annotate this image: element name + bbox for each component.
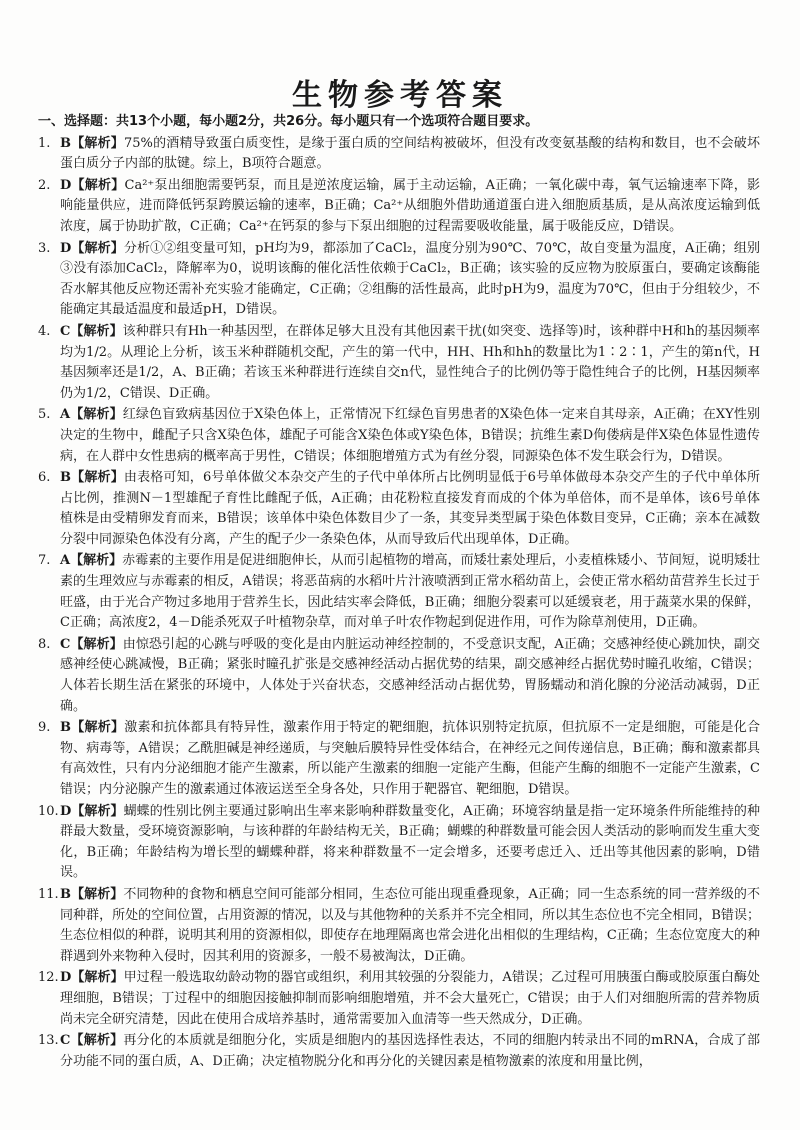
answer-item [38, 968, 760, 1030]
item-number: 11. [38, 886, 59, 902]
analysis-tag: 【解析】 [71, 970, 124, 986]
section-heading: 一、选择题：共13个小题，每小题2分，共26分。每小题只有一个选项符合题目要求。 [38, 114, 539, 129]
item-explanation: 75%的酒精导致蛋白质变性，是缘于蛋白质的空间结构被破坏，但没有改变氨基酸的结构和数目，也不会破坏蛋白质分子内部的肽键。综上，B项符合题意。 [60, 135, 760, 172]
analysis-tag: 【解析】 [71, 470, 124, 486]
answer-content [38, 112, 760, 1073]
item-explanation: 蝴蝶的性别比例主要通过影响出生率来影响种群数量变化，A正确；环境容纳量是指一定环境条件所能维持的种群最大数量，受环境资源影响，与该种群的年龄结构无关，B正确；蝴蝶的种群数量可能会因人类活动的影响而发生重大变化，B正确；年龄结构为增长型的蝴蝶种群，将来种群数量不一定会增多，还要考虑迁入、迁出等其他因素的影响，D错误。 [60, 803, 760, 881]
item-answer: C [60, 1033, 71, 1049]
item-number: 13. [38, 1033, 59, 1049]
item-body [60, 405, 760, 467]
item-answer: D [60, 177, 72, 193]
answer-item [38, 718, 760, 800]
item-body [60, 322, 760, 404]
answer-item [38, 885, 760, 967]
item-explanation: 赤霉素的主要作用是促进细胞伸长，从而引起植物的增高，而矮壮素处理后，小麦植株矮小、节间短，说明矮壮素的生理效应与赤霉素的相反，A错误；将恶苗病的水稻叶片汁液喷洒到正常水稻幼苗上，会使正常水稻幼苗营养生长过于旺盛，由于光合产物过多地用于营养生长，因此结实率会降低，B正确；细胞分裂素可以延缓衰老，用于蔬菜水果的保鲜，C正确；高浓度2，4－D能杀死双子叶植物杂草，而对单子叶农作物起到促进作用，可作为除草剂使用，D正确。 [60, 553, 760, 631]
item-answer: B [60, 720, 71, 736]
analysis-tag: 【解析】 [70, 407, 123, 423]
analysis-tag: 【解析】 [71, 886, 124, 902]
item-number: 7. [38, 553, 51, 569]
analysis-tag: 【解析】 [70, 636, 123, 652]
analysis-tag: 【解析】 [70, 323, 123, 339]
page-title: 生物参考答案 [292, 78, 508, 113]
item-answer: B [60, 470, 71, 486]
answer-item [38, 468, 760, 550]
item-explanation: Ca²⁺泵出细胞需要钙泵，而且是逆浓度运输，属于主动运输，A正确；一氧化碳中毒，氧气运输速率下降，影响能量供应，进而降低钙泵跨膜运输的速率，B正确；Ca²⁺从细胞外借助通道蛋白进入细胞质基质，是从高浓度运输到低浓度，属于协助扩散，C正确；Ca²⁺在钙泵的参与下泵出细胞的过程需要吸收能量，属于吸能反应，D错误。 [60, 177, 760, 234]
item-explanation: 由表格可知，6号单体做父本杂交产生的子代中单体所占比例明显低于6号单体做母本杂交产生的子代中单体所占比例，推测N－1型雄配子育性比雌配子低，A正确；由花粉粒直接发育而成的个体为单倍体，而不是单体，该6号单体植株是由受精卵发育而来，B错误；该单体中染色体数目少了一条，其变异类型属于染色体数目变异，C正确；亲本在减数分裂中同源染色体没有分离，产生的配子少一条染色体，从而导致后代出现单体，D正确。 [60, 470, 760, 547]
item-explanation: 甲过程一般选取幼龄动物的器官或组织，利用其较强的分裂能力，A错误；乙过程可用胰蛋白酶或胶原蛋白酶处理细胞，B错误；丁过程中的细胞因接触抑制而影响细胞增殖，并不会大量死亡，C错误；由于人们对细胞所需的营养物质尚未完全研究清楚，因此在使用合成培养基时，通常需要加入血清等一些天然成分，D正确。 [60, 970, 760, 1027]
item-number: 1. [38, 135, 51, 151]
analysis-tag: 【解析】 [71, 803, 124, 819]
analysis-tag: 【解析】 [70, 553, 123, 569]
item-number: 10. [38, 803, 59, 819]
item-number: 12. [38, 970, 59, 986]
item-body [60, 885, 760, 967]
item-body [60, 239, 760, 321]
answer-item [38, 551, 760, 633]
answer-list [38, 134, 760, 1073]
item-body [60, 968, 760, 1030]
item-body [60, 176, 760, 238]
item-explanation: 红绿色盲致病基因位于X染色体上，正常情况下红绿色盲男患者的X染色体一定来自其母亲，A正确；在XY性别决定的生物中，雌配子只含X染色体，雄配子可能含X染色体或Y染色体，B错误；抗维生素D佝偻病是伴X染色体显性遗传病，在人群中女性患病的概率高于男性，C错误；体细胞增殖方式为有丝分裂，同源染色体不发生联会行为，D错误。 [60, 407, 760, 464]
item-explanation: 再分化的本质就是细胞分化，实质是细胞内的基因选择性表达，不同的细胞内转录出不同的mRNA，合成了部分功能不同的蛋白质，A、D正确；决定植物脱分化和再分化的关键因素是植物激素的浓度和用量比例， [60, 1033, 760, 1069]
answer-item [38, 405, 760, 467]
item-body [60, 635, 760, 717]
item-answer: B [60, 886, 71, 902]
answer-item [38, 176, 760, 238]
item-explanation: 不同物种的食物和栖息空间可能部分相同，生态位可能出现重叠现象，A正确；同一生态系统的同一营养级的不同种群，所处的空间位置，占用资源的情况，以及与其他物种的关系并不完全相同，所以其生态位也不完全相同，B错误；生态位相似的种群，说明其利用的资源相似，即使存在地理隔离也常会进化出相似的生理结构，C正确；生态位宽度大的种群遇到外来物种入侵时，因其利用的资源多，一般不易被淘汰，D正确。 [60, 886, 760, 964]
item-body [60, 551, 760, 633]
analysis-tag: 【解析】 [70, 1033, 124, 1049]
item-number: 8. [38, 636, 51, 652]
item-answer: D [60, 240, 72, 256]
answer-item [38, 635, 760, 717]
analysis-tag: 【解析】 [71, 135, 124, 151]
item-answer: D [60, 803, 72, 819]
item-body [60, 134, 760, 175]
item-number: 4. [38, 323, 51, 339]
item-explanation: 由惊恐引起的心跳与呼吸的变化是由内脏运动神经控制的，不受意识支配，A正确；交感神经使心跳加快，副交感神经使心跳减慢，B正确；紧张时瞳孔扩张是交感神经活动占据优势的结果，副交感神经占据优势时瞳孔收缩，C错误；人体若长期生活在紧张的环境中，人体处于兴奋状态，交感神经活动占据优势，胃肠蠕动和消化腺的分泌活动减弱，D正确。 [60, 636, 760, 714]
item-number: 9. [38, 720, 51, 736]
item-answer: B [60, 135, 71, 151]
analysis-tag: 【解析】 [71, 720, 125, 736]
item-number: 3. [38, 240, 51, 256]
item-explanation: 该种群只有Hh一种基因型，在群体足够大且没有其他因素干扰(如突变、选择等)时，该种群中H和h的基因频率均为1/2。从理论上分析，该玉米种群随机交配，产生的第一代中，HH、Hh和hh的数量比为1∶2∶1，产生的第n代，H基因频率还是1/2，A、B正确；若该玉米种群进行连续自交n代，显性纯合子的比例仍等于隐性纯合子的比例，H基因频率仍为1/2，C错误、D正确。 [60, 323, 760, 401]
item-number: 5. [38, 407, 51, 423]
answer-item [38, 239, 760, 321]
item-answer: C [60, 323, 71, 339]
item-body [60, 802, 760, 884]
item-number: 2. [38, 177, 51, 193]
answer-item [38, 1031, 760, 1072]
item-answer: C [60, 636, 71, 652]
item-body [60, 468, 760, 550]
item-number: 6. [38, 470, 51, 486]
analysis-tag: 【解析】 [71, 177, 125, 193]
item-answer: D [60, 970, 72, 986]
answer-item [38, 802, 760, 884]
item-explanation: 分析①②组变量可知，pH均为9，都添加了CaCl₂，温度分别为90℃、70℃，故自变量为温度，A正确；组别③没有添加CaCl₂，降解率为0，说明该酶的催化活性依赖于CaCl₂，B正确；该实验的反应物为胶原蛋白，要确定该酶能否水解其他反应物还需补充实验才能确定，C正确；②组酶的活性最高，此时pH为9，温度为70℃，但由于分组较少，不能确定其最适温度和最适pH，D错误。 [60, 240, 760, 318]
item-body [60, 1031, 760, 1072]
answer-item [38, 134, 760, 175]
item-body [60, 718, 760, 800]
answer-item [38, 322, 760, 404]
item-explanation: 激素和抗体都具有特异性，激素作用于特定的靶细胞，抗体识别特定抗原，但抗原不一定是细胞，可能是化合物、病毒等，A错误；乙酰胆碱是神经递质，与突触后膜特异性受体结合，在神经元之间传递信息，B正确；酶和激素都具有高效性，只有内分泌细胞才能产生激素，所以能产生激素的细胞一定能产生酶，但能产生酶的细胞不一定能产生激素，C错误；内分泌腺产生的激素通过体液运送至全身各处，只作用于靶器官、靶细胞，D错误。 [60, 720, 760, 797]
item-answer: A [60, 553, 71, 569]
analysis-tag: 【解析】 [71, 240, 124, 256]
item-answer: A [60, 407, 71, 423]
